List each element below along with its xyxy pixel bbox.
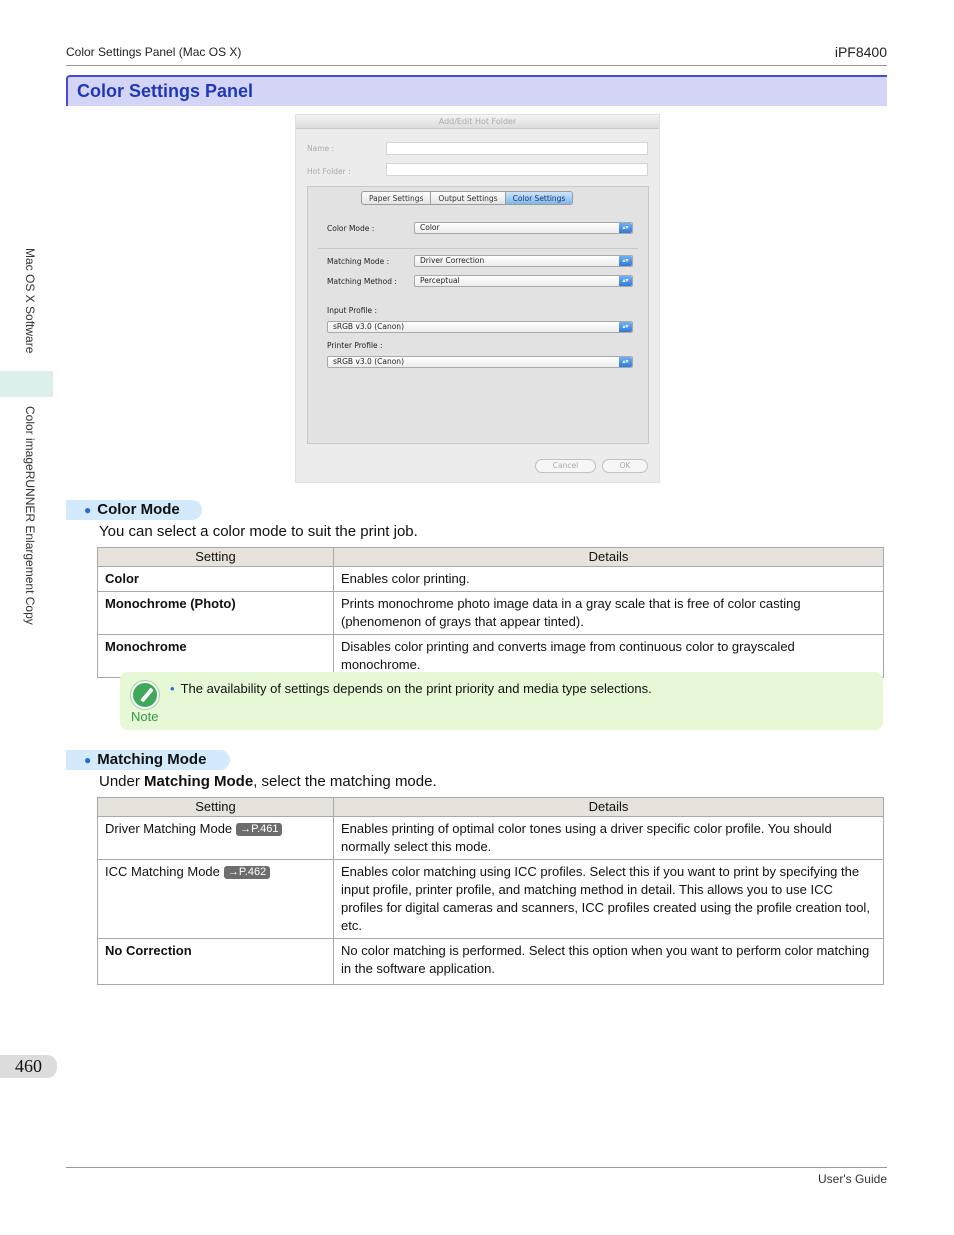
details-cell: Disables color printing and converts image from continuous color to grayscaled monochrome.: [334, 635, 884, 678]
matching-mode-label: Matching Mode :: [327, 257, 390, 266]
pencil-note-icon: [131, 681, 159, 709]
name-label: Name :: [307, 144, 335, 153]
table-row: [98, 939, 884, 985]
color-mode-table: [97, 547, 884, 678]
matching-mode-select[interactable]: [414, 255, 633, 267]
matching-mode-intro: Under Matching Mode, select the matching mode.: [99, 773, 437, 790]
details-cell: Enables printing of optimal color tones using a driver specific color profile. You should normally select this mode.: [334, 817, 884, 860]
setting-cell: ICC Matching Mode →P.462: [98, 860, 334, 939]
select-arrows-icon: ▴▾: [619, 256, 632, 266]
hot-folder-label: Hot Folder :: [307, 167, 351, 176]
table-row: [98, 817, 884, 860]
matching-mode-value: Driver Correction: [420, 256, 485, 265]
footer-divider: [66, 1167, 887, 1168]
running-header-model: iPF8400: [834, 44, 887, 60]
footer-text: User's Guide: [818, 1172, 887, 1186]
page-reference-link[interactable]: →P.461: [236, 823, 282, 836]
table-row: [98, 567, 884, 592]
color-mode-intro: You can select a color mode to suit the print job.: [99, 523, 418, 540]
printer-profile-label: Printer Profile :: [327, 341, 383, 350]
table-header-row: [98, 548, 884, 567]
dialog-title: Add/Edit Hot Folder: [296, 115, 659, 129]
bullet-icon: •: [170, 681, 175, 696]
select-arrows-icon: ▴▾: [619, 357, 632, 367]
tab-output-settings[interactable]: Output Settings: [431, 191, 505, 205]
color-mode-select[interactable]: [414, 222, 633, 234]
side-tab-section[interactable]: Color imageRUNNER Enlargement Copy: [23, 406, 37, 625]
table-row: [98, 860, 884, 939]
column-header-setting: Setting: [98, 548, 334, 567]
column-header-setting: Setting: [98, 798, 334, 817]
details-cell: Prints monochrome photo image data in a gray scale that is free of color casting (phenomenon of grays that appear tinted).: [334, 592, 884, 635]
note-text: • The availability of settings depends on the print priority and media type selections.: [170, 681, 652, 696]
input-profile-value: sRGB v3.0 (Canon): [333, 322, 404, 331]
color-mode-label: Color Mode :: [327, 224, 375, 233]
bullet-icon: ●: [84, 753, 92, 767]
setting-cell: Monochrome: [98, 635, 334, 678]
details-cell: No color matching is performed. Select this option when you want to perform color matching in the software application.: [334, 939, 884, 985]
page-title-bar: [66, 75, 887, 106]
select-arrows-icon: ▴▾: [619, 322, 632, 332]
settings-tab-bar: [361, 191, 573, 205]
header-divider: [66, 65, 887, 66]
side-tab-chapter[interactable]: Mac OS X Software: [23, 248, 37, 354]
color-mode-value: Color: [420, 223, 440, 232]
note-label: Note: [131, 709, 159, 724]
setting-cell: No Correction: [98, 939, 334, 985]
ok-button[interactable]: OK: [602, 459, 648, 473]
note-box: [120, 672, 883, 730]
table-row: [98, 592, 884, 635]
page-number: 460: [0, 1055, 57, 1078]
select-arrows-icon: ▴▾: [619, 276, 632, 286]
printer-profile-value: sRGB v3.0 (Canon): [333, 357, 404, 366]
hot-folder-field[interactable]: [386, 163, 648, 176]
matching-mode-table: [97, 797, 884, 985]
matching-method-value: Perceptual: [420, 276, 460, 285]
matching-method-select[interactable]: [414, 275, 633, 287]
side-tab-marker: [0, 371, 53, 397]
details-cell: Enables color matching using ICC profiles. Select this if you want to print by specifying the input profile, printer profile, and matching method in detail. This allows you to use ICC profiles for digital cameras and scanners, ICC profiles created using the profile creation tool, etc.: [334, 860, 884, 939]
running-header-section: Color Settings Panel (Mac OS X): [66, 45, 242, 59]
hot-folder-dialog-screenshot: [295, 114, 660, 483]
page-reference-link[interactable]: →P.462: [224, 866, 270, 879]
section-heading-color-mode: ● Color Mode: [66, 500, 202, 520]
select-arrows-icon: ▴▾: [619, 223, 632, 233]
column-header-details: Details: [334, 798, 884, 817]
dialog-separator: [318, 248, 638, 249]
setting-cell: Color: [98, 567, 334, 592]
tab-color-settings[interactable]: Color Settings: [506, 191, 574, 205]
cancel-button[interactable]: Cancel: [535, 459, 596, 473]
printer-profile-select[interactable]: [327, 356, 633, 368]
details-cell: Enables color printing.: [334, 567, 884, 592]
setting-cell: Monochrome (Photo): [98, 592, 334, 635]
column-header-details: Details: [334, 548, 884, 567]
section-heading-matching-mode: ● Matching Mode: [66, 750, 230, 770]
bullet-icon: ●: [84, 503, 92, 517]
input-profile-select[interactable]: [327, 321, 633, 333]
name-field[interactable]: [386, 142, 648, 155]
page-title: Color Settings Panel: [77, 81, 254, 101]
tab-paper-settings[interactable]: Paper Settings: [361, 191, 431, 205]
input-profile-label: Input Profile :: [327, 306, 378, 315]
matching-method-label: Matching Method :: [327, 277, 397, 286]
setting-cell: Driver Matching Mode →P.461: [98, 817, 334, 860]
table-header-row: [98, 798, 884, 817]
